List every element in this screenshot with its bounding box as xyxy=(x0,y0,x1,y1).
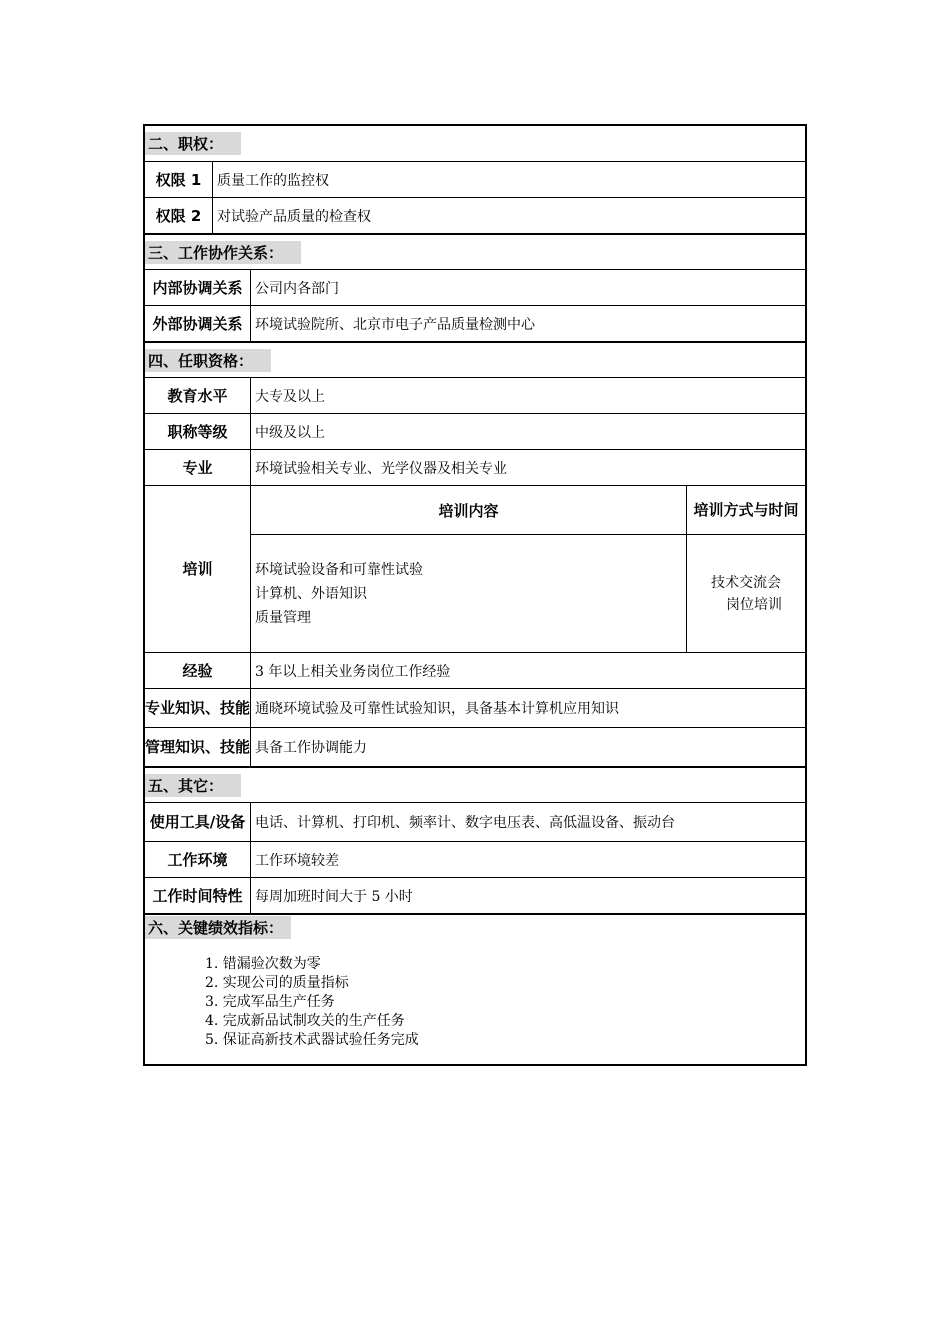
professional-skills-row xyxy=(145,689,805,728)
row-label: 内部协调关系 xyxy=(145,270,251,305)
row-label: 权限 1 xyxy=(145,162,213,197)
internal-coordination-row xyxy=(145,270,805,306)
row-label: 外部协调关系 xyxy=(145,306,251,341)
row-value: 电话、计算机、打印机、频率计、数字电压表、高低温设备、振动台 xyxy=(255,815,675,831)
training-row xyxy=(145,486,805,653)
external-coordination-row xyxy=(145,306,805,341)
title-level-row xyxy=(145,414,805,450)
row-label: 管理知识、技能 xyxy=(145,728,251,766)
row-value: 具备工作协调能力 xyxy=(255,740,367,756)
training-header xyxy=(251,486,805,535)
section-title: 六、关键绩效指标： xyxy=(145,916,291,939)
training-content-header: 培训内容 xyxy=(251,486,687,534)
training-methods xyxy=(687,535,805,652)
row-value: 环境试验相关专业、光学仪器及相关专业 xyxy=(255,460,507,477)
section-header xyxy=(145,343,805,378)
authority-row-2 xyxy=(145,198,805,233)
job-description-document xyxy=(143,124,807,1066)
section-authority xyxy=(143,124,807,233)
row-value: 中级及以上 xyxy=(255,424,325,441)
environment-row xyxy=(145,842,805,878)
work-time-row xyxy=(145,878,805,913)
experience-row xyxy=(145,653,805,689)
authority-row-1 xyxy=(145,162,805,198)
row-label: 专业 xyxy=(145,450,251,485)
kpi-item: 1. 错漏验次数为零 xyxy=(205,956,321,972)
row-label: 培训 xyxy=(145,486,251,652)
training-table xyxy=(251,486,805,652)
row-value: 工作环境较差 xyxy=(255,852,339,869)
kpi-item: 3. 完成军品生产任务 xyxy=(205,994,335,1010)
row-value: 每周加班时间大于 5 小时 xyxy=(255,888,413,905)
training-method-item: 技术交流会 xyxy=(711,574,781,591)
kpi-list xyxy=(145,939,805,1064)
row-value: 质量工作的监控权 xyxy=(217,172,329,189)
row-label: 权限 2 xyxy=(145,198,213,233)
training-content-item: 质量管理 xyxy=(255,609,311,626)
education-row xyxy=(145,378,805,414)
section-collaboration xyxy=(143,233,807,341)
training-content-item: 计算机、外语知识 xyxy=(255,585,367,602)
row-value: 环境试验院所、北京市电子产品质量检测中心 xyxy=(255,316,535,333)
training-contents xyxy=(251,535,687,652)
management-skills-row xyxy=(145,728,805,766)
kpi-item: 5. 保证高新技术武器试验任务完成 xyxy=(205,1032,419,1048)
row-value: 通晓环境试验及可靠性试验知识，具备基本计算机应用知识 xyxy=(255,701,619,717)
row-value: 大专及以上 xyxy=(255,388,325,405)
row-label: 专业知识、技能 xyxy=(145,689,251,727)
section-title: 五、其它： xyxy=(145,774,241,797)
row-value: 对试验产品质量的检查权 xyxy=(217,208,371,225)
row-value: 3 年以上相关业务岗位工作经验 xyxy=(255,663,451,680)
training-method-header: 培训方式与时间 xyxy=(693,501,799,519)
row-label: 经验 xyxy=(145,653,251,688)
training-content-item: 环境试验设备和可靠性试验 xyxy=(255,561,423,578)
section-title: 三、工作协作关系： xyxy=(145,241,301,264)
section-header xyxy=(145,126,805,162)
training-method-item: 岗位培训 xyxy=(726,596,782,613)
row-label: 工作环境 xyxy=(145,842,251,877)
section-other xyxy=(143,766,807,913)
section-header xyxy=(145,915,805,939)
row-value: 公司内各部门 xyxy=(255,280,339,297)
row-label: 工作时间特性 xyxy=(145,878,251,913)
section-kpi xyxy=(143,913,807,1066)
section-header xyxy=(145,235,805,270)
row-label: 职称等级 xyxy=(145,414,251,449)
kpi-item: 4. 完成新品试制攻关的生产任务 xyxy=(205,1013,405,1029)
section-title: 四、任职资格： xyxy=(145,349,271,372)
row-label: 使用工具/设备 xyxy=(145,803,251,841)
tools-row xyxy=(145,803,805,842)
section-header xyxy=(145,768,805,803)
kpi-item: 2. 实现公司的质量指标 xyxy=(205,975,349,991)
major-row xyxy=(145,450,805,486)
section-title: 二、职权： xyxy=(145,132,241,155)
training-body xyxy=(251,535,805,652)
row-label: 教育水平 xyxy=(145,378,251,413)
section-qualifications xyxy=(143,341,807,766)
